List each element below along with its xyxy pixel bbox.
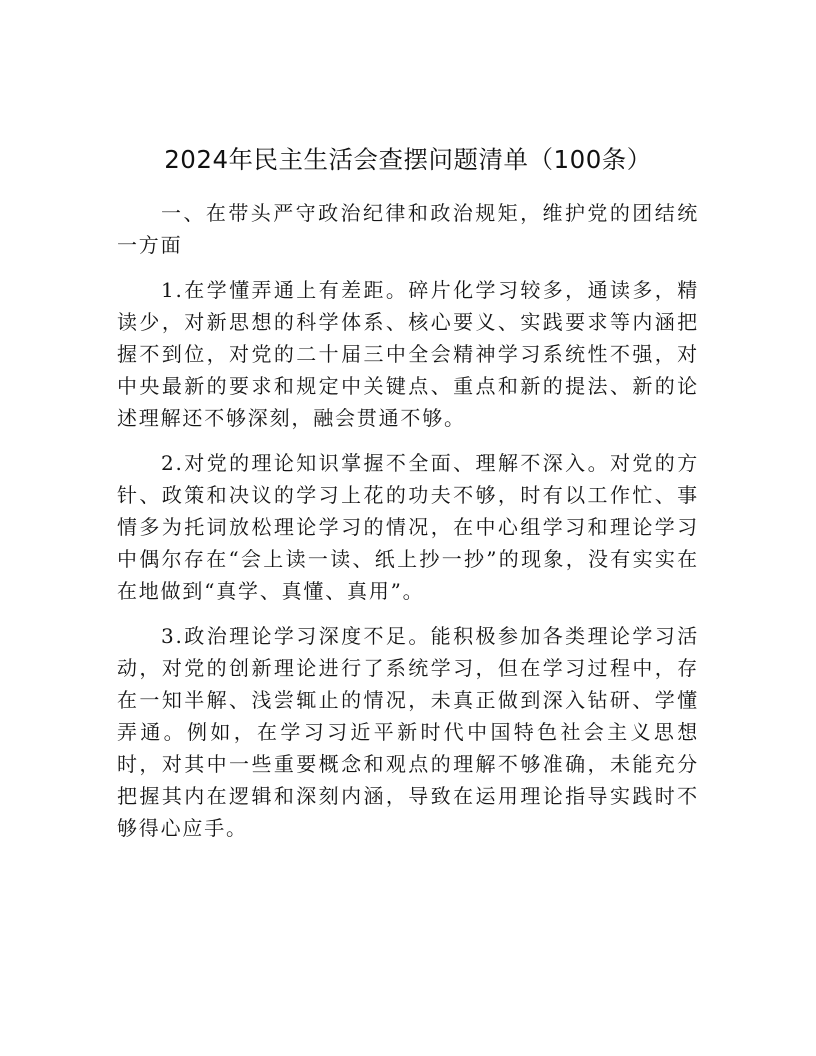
- document-title: 2024年民主生活会查摆问题清单（100条）: [164, 145, 652, 174]
- list-item: [117, 447, 699, 607]
- item-heading: 3.政治理论学习深度不足。: [161, 624, 431, 648]
- item-text: 碎片化学习较多，通读多，精读少，对新思想的科学体系、核心要义、实践要求等内涵把握不到位，对党的二十届三中全会精神学习系统性不强，对中央最新的要求和规定中关键点、重点和新的提法、新的论述理解还不够深刻，融会贯通不够。: [117, 278, 699, 430]
- list-item: [117, 274, 699, 434]
- item-heading: 2.对党的理论知识掌握不全面、理解不深入。: [161, 451, 610, 475]
- item-text: 能积极参加各类理论学习活动，对党的创新理论进行了系统学习，但在学习过程中，存在一知半解、浅尝辄止的情况，未真正做到深入钻研、学懂弄通。例如，在学习习近平新时代中国特色社会主义思想时，对其中一些重要概念和观点的理解不够准确，未能充分把握其内在逻辑和深刻内涵，导致在运用理论指导实践时不够得心应手。: [117, 624, 700, 840]
- section-heading: 一、在带头严守政治纪律和政治规矩，维护党的团结统一方面: [117, 201, 699, 257]
- item-text: 对党的方针、政策和决议的学习上花的功夫不够，时有以工作忙、事情多为托词放松理论学习的情况，在中心组学习和理论学习中偶尔存在“会上读一读、纸上抄一抄”的现象，没有实实在在地做到“真学、真懂、真用”。: [117, 451, 699, 603]
- document-body: [117, 197, 699, 857]
- list-item: [117, 620, 699, 844]
- item-heading: 1.在学懂弄通上有差距。: [161, 278, 409, 302]
